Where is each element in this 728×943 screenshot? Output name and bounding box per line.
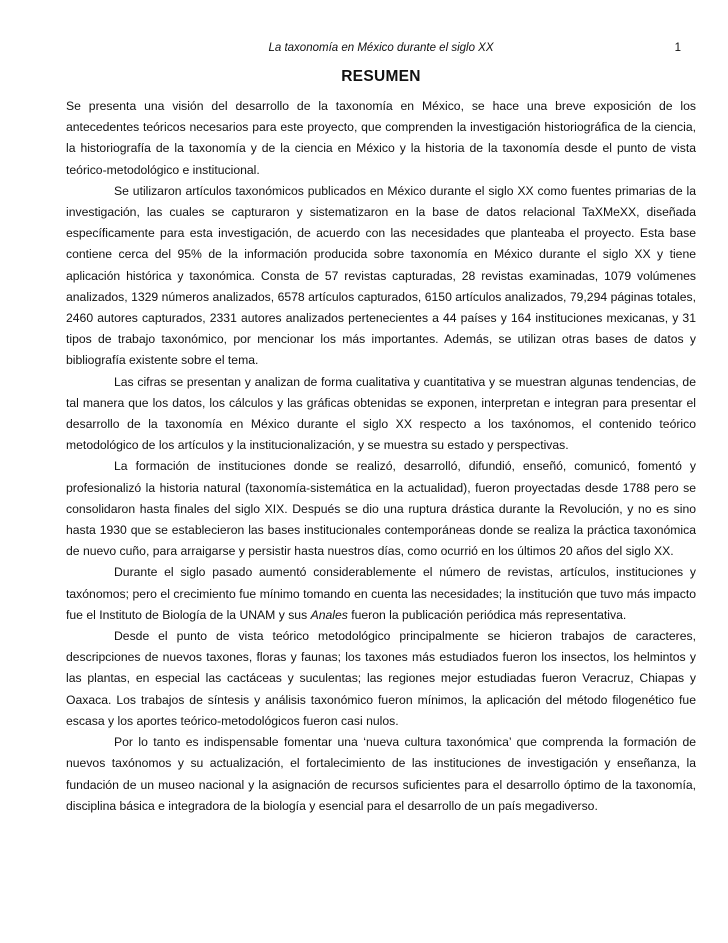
section-title: RESUMEN: [341, 68, 421, 85]
paragraph: La formación de instituciones donde se realizó, desarrolló, difundió, enseñó, comunicó, fomentó y profesionalizó la historia natural (taxonomía-sistemática en la actualidad), fueron proyectadas desde 1788 pero se consolidaron hasta finales del siglo XIX. Después se dio una ruptura drástica durante la Revolución, y no es sino hasta 1930 que se establecieron las bases institucionales contemporáneas donde se realiza la práctica taxonómica de nuevo cuño, para arraigarse y persistir hasta nuestros días, como ocurrió en los últimos 20 años del siglo XX.: [66, 459, 696, 559]
paragraph: Se utilizaron artículos taxonómicos publicados en México durante el siglo XX como fuentes primarias de la investigación, las cuales se capturaron y sistematizaron en la base de datos relacional TaXMeXX, diseñada específicamente para esta investigación, de acuerdo con las necesidades que planteaba el proyecto. Esta base contiene cerca del 95% de la información producida sobre taxonomía en México durante el siglo XX y tiene aplicación histórica y taxonómica. Consta de 57 revistas capturadas, 28 revistas examinadas, 1079 volúmenes analizados, 1329 números analizados, 6578 artículos capturados, 6150 artículos analizados, 79,294 páginas totales, 2460 autores capturados, 2331 autores analizados pertenecientes a 44 países y 164 instituciones mexicanas, y 31 tipos de trabajo taxonómico, por mencionar los más importantes. Además, se utilizan otras bases de datos y bibliografía existente sobre el tema.: [66, 183, 696, 368]
paragraph: Las cifras se presentan y analizan de forma cualitativa y cuantitativa y se muestran algunas tendencias, de tal manera que los datos, los cálculos y las gráficas obtenidas se exponen, interpretan e integran para presentar el desarrollo de la taxonomía en México durante el siglo XX respecto a los taxónomos, el contenido teórico metodológico de los artículos y la institucionalización, y se muestra su estado y perspectivas.: [66, 374, 696, 453]
abstract-body: [66, 96, 696, 817]
journal-name-italic: Anales: [310, 607, 348, 622]
paragraph-text: Durante el siglo pasado aumentó considerablemente el número de revistas, artículos, instituciones y taxónomos; pero el crecimiento fue mínimo tomando en cuenta las necesidades; la institución que tuvo más impacto fue el Instituto de Biología de la UNAM y sus: [66, 565, 696, 622]
paragraph: Se presenta una visión del desarrollo de la taxonomía en México, se hace una breve exposición de los antecedentes teóricos necesarios para este proyecto, que comprenden la investigación historiográfica de la ciencia, la historiografía de la taxonomía y de la ciencia en México y la historia de la taxonomía desde el punto de vista teórico-metodológico e institucional.: [66, 99, 696, 177]
paragraph: [66, 562, 696, 626]
running-header: [65, 42, 697, 60]
paragraph-text: fueron la publicación periódica más representativa.: [347, 607, 627, 622]
page-number: 1: [674, 42, 681, 54]
paragraph: Por lo tanto es indispensable fomentar una ‘nueva cultura taxonómica’ que comprenda la formación de nuevos taxónomos y su actualización, el fortalecimiento de las instituciones de investigación y enseñanza, la fundación de un museo nacional y la asignación de recursos suficientes para el desarrollo óptimo de la taxonomía, disciplina básica e integradora de la biología y esencial para el desarrollo de un país megadiverso.: [66, 735, 696, 813]
paragraph: Desde el punto de vista teórico metodológico principalmente se hicieron trabajos de caracteres, descripciones de nuevos taxones, floras y faunas; los taxones más estudiados fueron los insectos, los helmintos y las plantas, en especial las cactáceas y suculentas; las regiones mejor estudiadas fueron Veracruz, Chiapas y Oaxaca. Los trabajos de síntesis y análisis taxonómico fueron mínimos, la aplicación del método filogenético fue escasa y los aportes teórico-metodológicos fueron casi nulos.: [66, 629, 696, 728]
header-title: La taxonomía en México durante el siglo XX: [268, 42, 494, 54]
